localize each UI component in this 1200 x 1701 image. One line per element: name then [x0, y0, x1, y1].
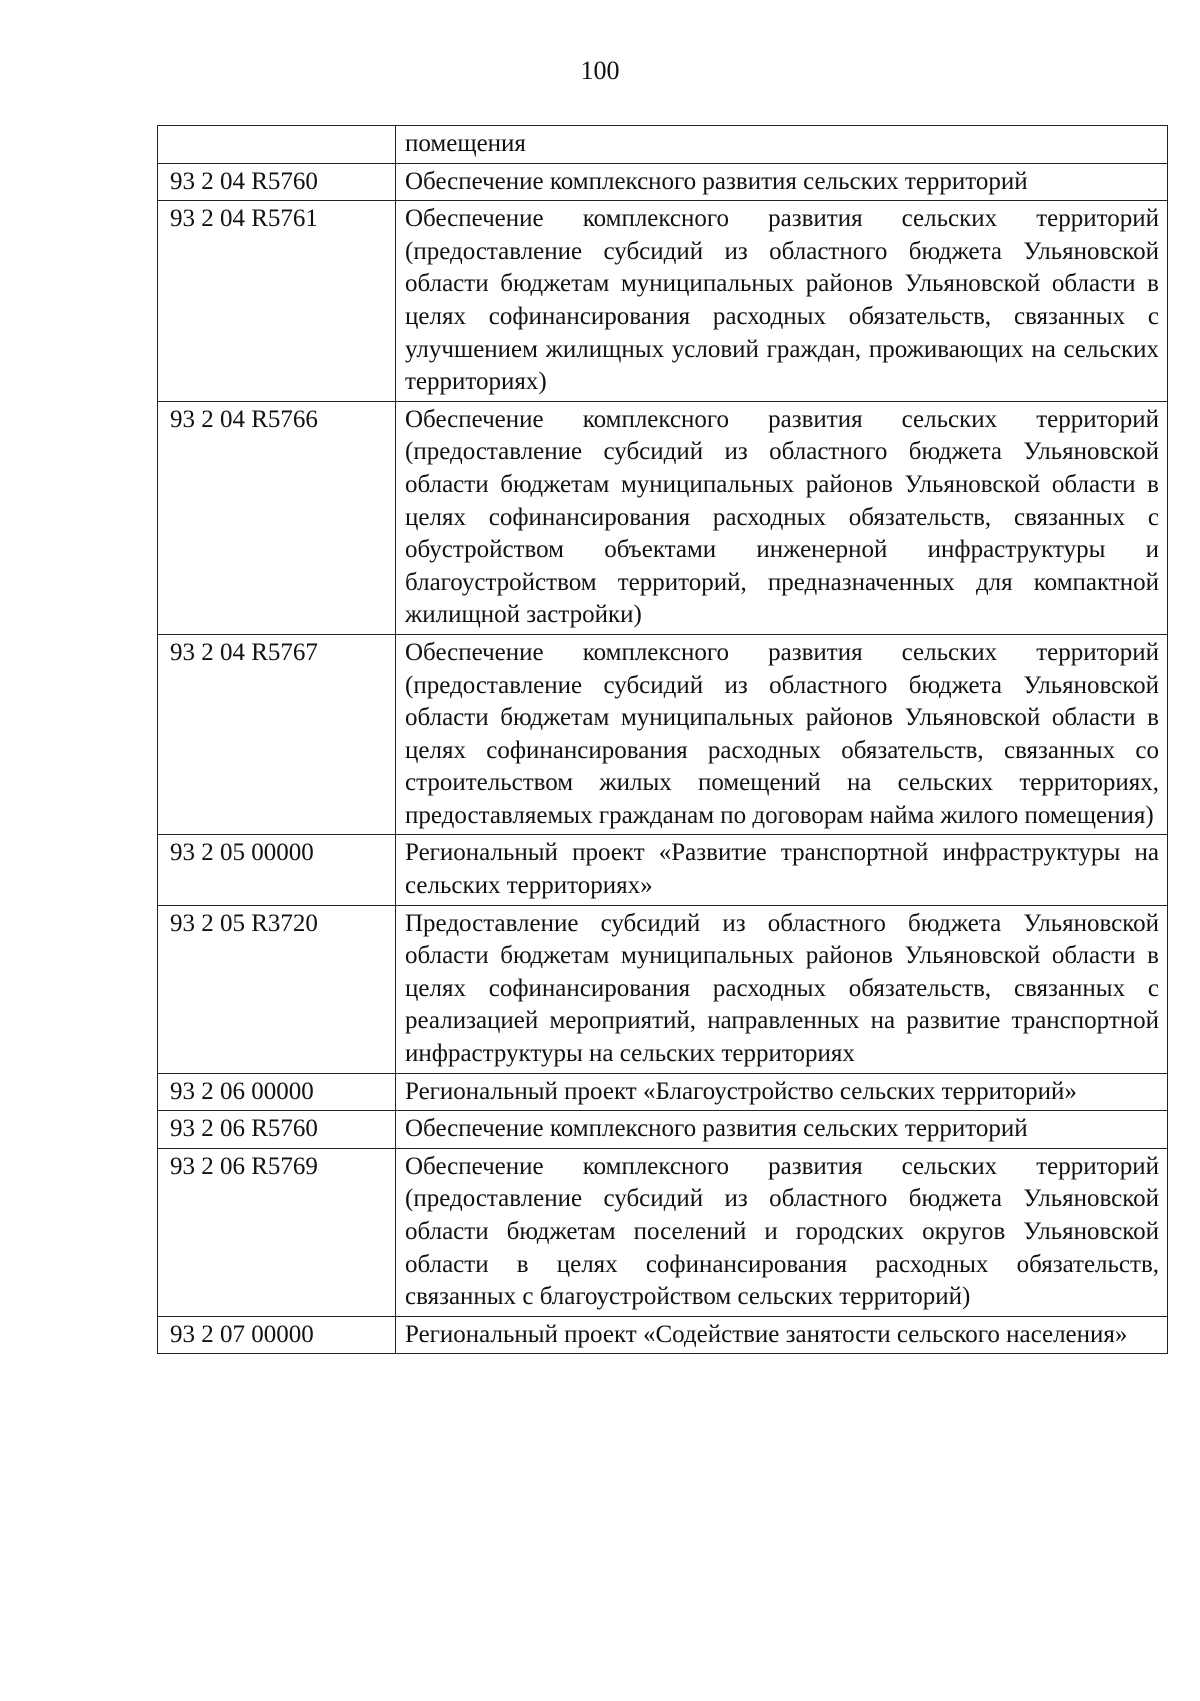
row-description: Обеспечение комплексного развития сельских территорий [396, 163, 1168, 201]
row-description: Обеспечение комплексного развития сельских территорий (предоставление субсидий из областного бюджета Ульяновской области бюджетам поселений и городских округов Ульяновской области в целях софинансирования расходных обязательств, связанных с благоустройством сельских территорий) [396, 1148, 1168, 1316]
table-row [158, 201, 1168, 402]
row-code: 93 2 05 00000 [158, 835, 396, 905]
row-description: Обеспечение комплексного развития сельских территорий (предоставление субсидий из областного бюджета Ульяновской области бюджетам муниципальных районов Ульяновской области в целях софинансирования расходных обязательств, связанных с улучшением жилищных условий граждан, проживающих на сельских территориях) [396, 201, 1168, 402]
row-description: Региональный проект «Благоустройство сельских территорий» [396, 1073, 1168, 1111]
row-code: 93 2 04 R5766 [158, 401, 396, 634]
table-row [158, 126, 1168, 164]
table-row [158, 401, 1168, 634]
row-description: Обеспечение комплексного развития сельских территорий (предоставление субсидий из областного бюджета Ульяновской области бюджетам муниципальных районов Ульяновской области в целях софинансирования расходных обязательств, связанных со строительством жилых помещений на сельских территориях, предоставляемых гражданам по договорам найма жилого помещения) [396, 634, 1168, 835]
row-code: 93 2 06 R5760 [158, 1111, 396, 1149]
page-number: 100 [580, 56, 620, 85]
row-code [158, 126, 396, 164]
row-description: помещения [396, 126, 1168, 164]
row-code: 93 2 06 R5769 [158, 1148, 396, 1316]
row-code: 93 2 06 00000 [158, 1073, 396, 1111]
row-description: Региональный проект «Развитие транспортной инфраструктуры на сельских территориях» [396, 835, 1168, 905]
table-row [158, 634, 1168, 835]
budget-code-table [157, 125, 1168, 1354]
row-description: Региональный проект «Содействие занятости сельского населения» [396, 1316, 1168, 1354]
row-code: 93 2 04 R5761 [158, 201, 396, 402]
table-row [158, 163, 1168, 201]
row-description: Обеспечение комплексного развития сельских территорий [396, 1111, 1168, 1149]
row-code: 93 2 04 R5767 [158, 634, 396, 835]
table-row [158, 1111, 1168, 1149]
row-description: Предоставление субсидий из областного бюджета Ульяновской области бюджетам муниципальных районов Ульяновской области в целях софинансирования расходных обязательств, связанных с реализацией мероприятий, направленных на развитие транспортной инфраструктуры на сельских территориях [396, 905, 1168, 1073]
table-row [158, 1148, 1168, 1316]
table-row [158, 1316, 1168, 1354]
table-row [158, 835, 1168, 905]
row-code: 93 2 07 00000 [158, 1316, 396, 1354]
row-description: Обеспечение комплексного развития сельских территорий (предоставление субсидий из областного бюджета Ульяновской области бюджетам муниципальных районов Ульяновской области в целях софинансирования расходных обязательств, связанных с обустройством объектами инженерной инфраструктуры и благоустройством территорий, предназначенных для компактной жилищной застройки) [396, 401, 1168, 634]
row-code: 93 2 05 R3720 [158, 905, 396, 1073]
table-row [158, 1073, 1168, 1111]
row-code: 93 2 04 R5760 [158, 163, 396, 201]
table-row [158, 905, 1168, 1073]
